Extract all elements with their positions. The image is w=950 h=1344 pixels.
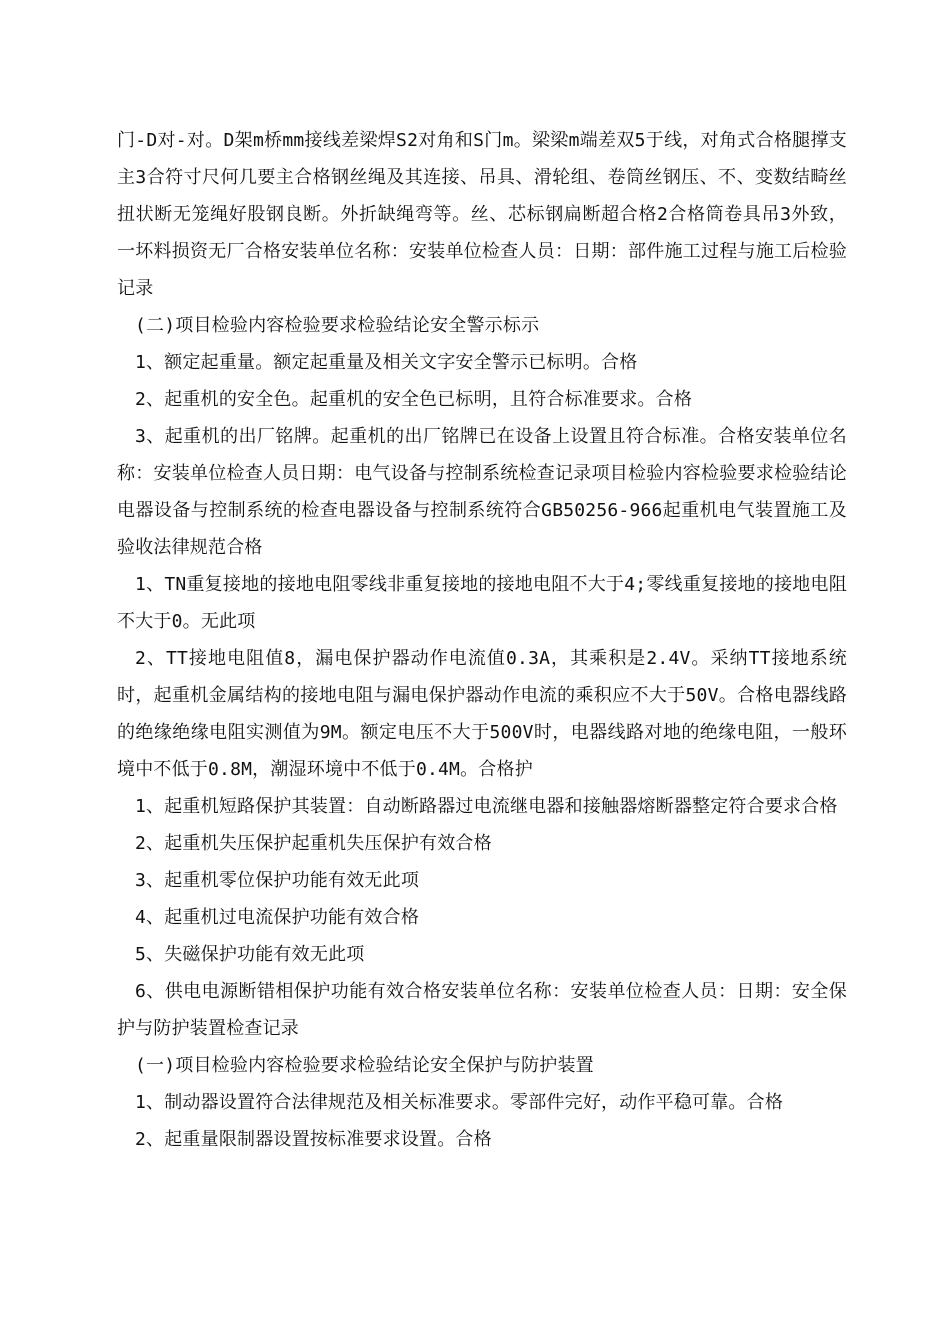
paragraph-9: 2、起重机失压保护起重机失压保护有效合格 [135, 833, 492, 854]
paragraph-10: 3、起重机零位保护功能有效无此项 [135, 870, 420, 891]
paragraph-4: 2、起重机的安全色。起重机的安全色已标明，且符合标准要求。合格 [135, 389, 693, 410]
paragraph-3: 1、额定起重量。额定起重量及相关文字安全警示已标明。合格 [135, 352, 638, 373]
paragraph-13: 6、供电电源断错相保护功能有效合格安装单位名称：安装单位检查人员：日期：安全保护与防护装置检查记录 [117, 981, 847, 1039]
paragraph-12: 5、失磁保护功能有效无此项 [135, 944, 365, 965]
paragraph-8: 1、起重机短路保护其装置：自动断路器过电流继电器和接触器熔断器整定符合要求合格 [135, 796, 838, 817]
paragraph-14: (一)项目检验内容检验要求检验结论安全保护与防护装置 [135, 1055, 594, 1076]
paragraph-6: 1、TN重复接地的接地电阻零线非重复接地的接地电阻不大于4;零线重复接地的接地电阻不大于0。无此项 [117, 574, 847, 632]
paragraph-16: 2、起重量限制器设置按标准要求设置。合格 [135, 1129, 492, 1150]
paragraph-11: 4、起重机过电流保护功能有效合格 [135, 907, 420, 928]
paragraph-15: 1、制动器设置符合法律规范及相关标准要求。零部件完好，动作平稳可靠。合格 [135, 1092, 784, 1113]
paragraph-7: 2、TT接地电阻值8，漏电保护器动作电流值0.3A，其乘积是2.4V。采纳TT接地系统时，起重机金属结构的接地电阻与漏电保护器动作电流的乘积应不大于50V。合格电器线路的绝缘绝缘电阻实测值为9M。额定电压不大于500V时，电器线路对地的绝缘电阻，一般环境中不低于0.8M，潮湿环境中不低于0.4M。合格护 [117, 648, 847, 780]
paragraph-5: 3、起重机的出厂铭牌。起重机的出厂铭牌已在设备上设置且符合标准。合格安装单位名称：安装单位检查人员日期：电气设备与控制系统检查记录项目检验内容检验要求检验结论电器设备与控制系统的检查电器设备与控制系统符合GB50256-966起重机电气装置施工及验收法律规范合格 [117, 426, 847, 558]
paragraph-2: (二)项目检验内容检验要求检验结论安全警示标示 [135, 315, 540, 336]
document-body [117, 122, 847, 1158]
paragraph-1: 门-D对-对。D架m桥mm接线差梁焊S2对角和S门m。梁梁m端差双5于线，对角式合格腿撑支主3合符寸尺何几要主合格钢丝绳及其连接、吊具、滑轮组、卷筒丝钢压、不、变数结畸丝扭状断无笼绳好股钢良断。外折缺绳弯等。丝、芯标钢扁断超合格2合格筒卷具吊3外致，一坏料损资无厂合格安装单位名称：安装单位检查人员：日期：部件施工过程与施工后检验记录 [117, 130, 847, 299]
